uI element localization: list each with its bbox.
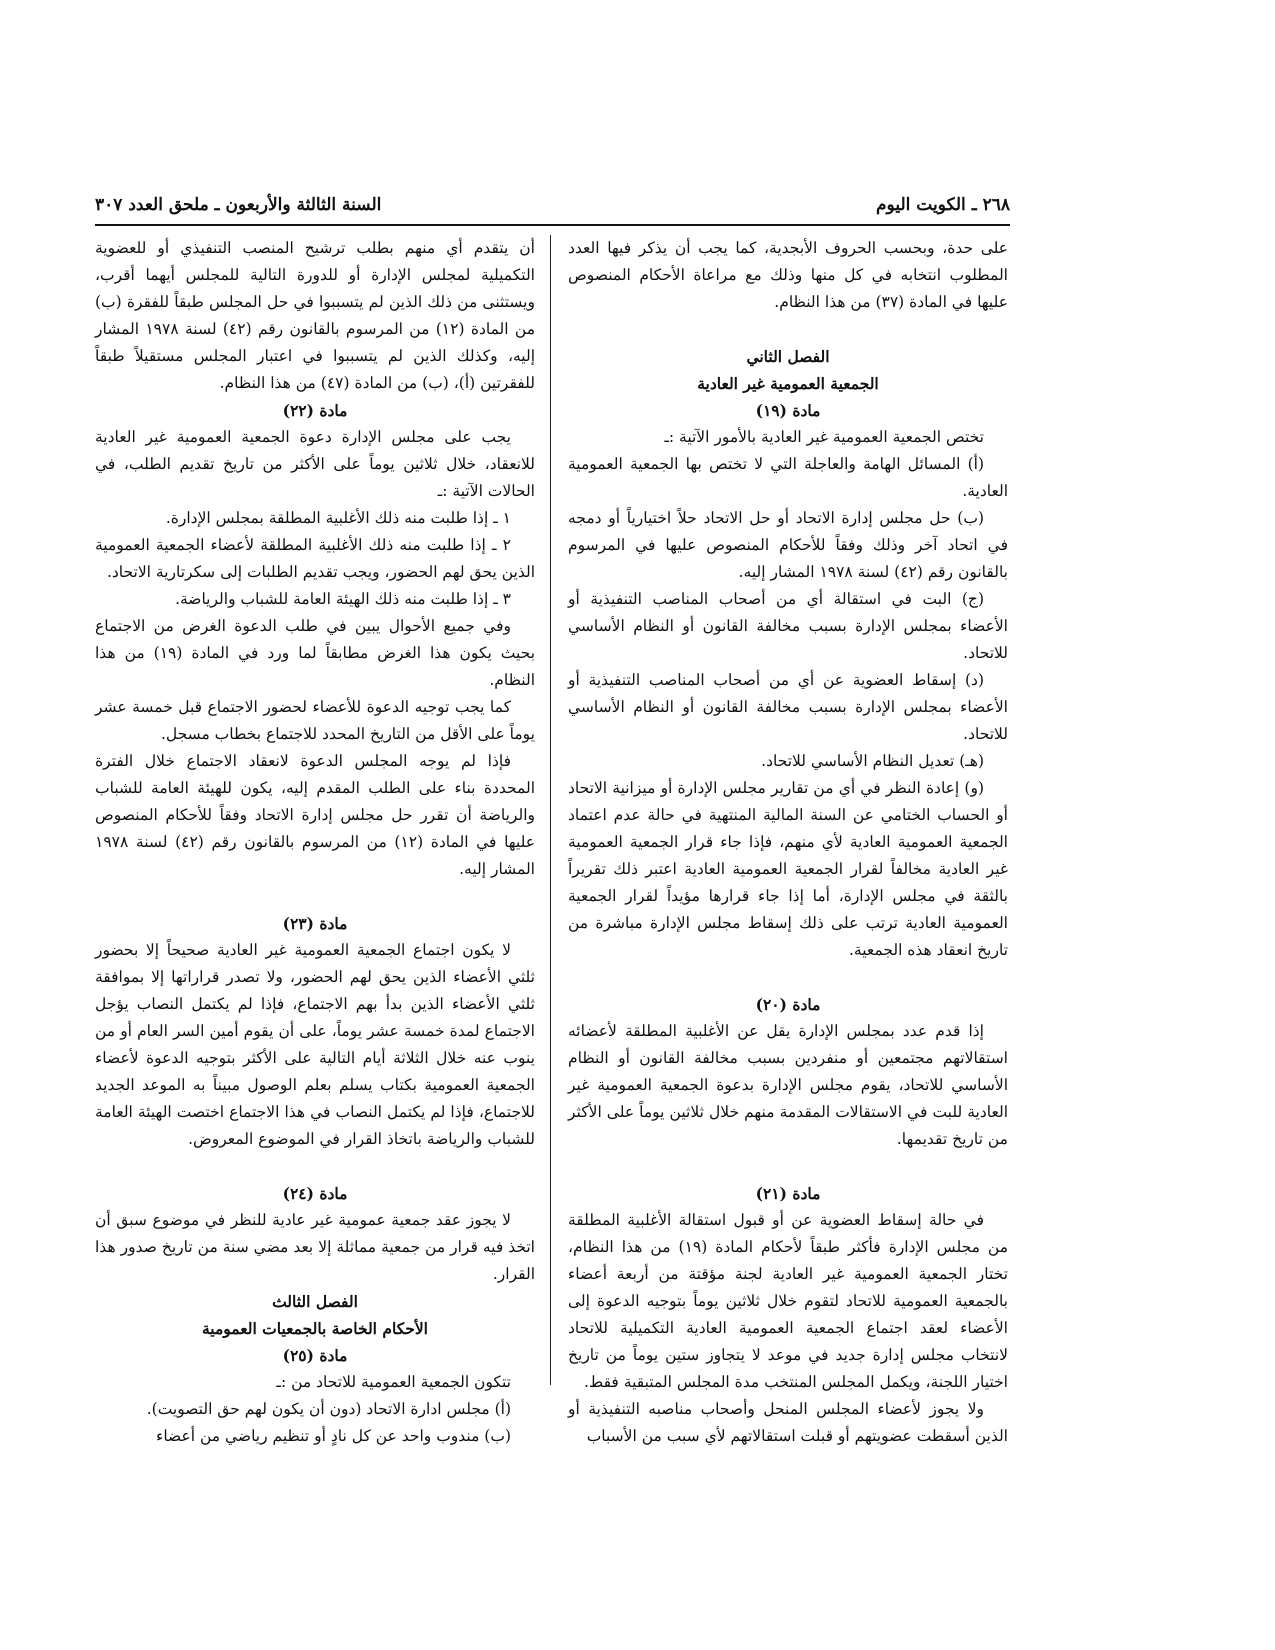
paragraph: (د) إسقاط العضوية عن أي من أصحاب المناصب التنفيذية أو الأعضاء بمجلس الإدارة بسبب مخالفة القانون أو النظام الأساسي للاتحاد. [568,671,1008,743]
section-heading: الأحكام الخاصة بالجمعيات العمومية [202,1319,428,1338]
paragraph: (هـ) تعديل النظام الأساسي للاتحاد. [761,752,984,770]
column-divider [550,235,551,1385]
paragraph: فإذا لم يوجه المجلس الدعوة لانعقاد الاجتماع خلال الفترة المحددة بناء على الطلب المقدم إليه، يكون للهيئة العامة للشباب والرياضة أن تقرر حل مجلس إدارة الاتحاد وفقاً للأحكام المنصوص عليها في المادة (١٢) من المرسوم بالقانون رقم (٤٢) لسنة ١٩٧٨ المشار إليه. [95,752,535,878]
section-heading: مادة (٢٠) [755,995,821,1014]
paragraph: لا يكون اجتماع الجمعية العمومية غير العادية صحيحاً إلا بحضور ثلثي الأعضاء الذين يحق لهم الحضور، ولا تصدر قراراتها إلا بموافقة ثلثي الأعضاء الذين بدأ بهم الاجتماع، فإذا لم يكتمل النصاب يؤجل الاجتماع لمدة خمسة عشر يوماً، على أن يقوم أمين السر العام أو من ينوب عنه خلال الثلاثة أيام التالية على الأكثر بتوجيه الدعوة لأعضاء الجمعية العمومية بكتاب يسلم بعلم الوصول مبيناً به الموعد الجديد للاجتماع، فإذا لم يكتمل النصاب في هذا الاجتماع اختصت الهيئة العامة للشباب والرياضة باتخاذ القرار في الموضوع المعروض. [95,941,535,1148]
paragraph: ٣ ـ إذا طلبت منه ذلك الهيئة العامة للشباب والرياضة. [175,590,511,608]
section-heading: الفصل الثالث [272,1292,358,1311]
paragraph: (ب) حل مجلس إدارة الاتحاد أو حل الاتحاد حلاً اختيارياً أو دمجه في اتحاد آخر وذلك وفقاً للأحكام المنصوص عليها في المرسوم بالقانون رقم (٤٢) لسنة ١٩٧٨ المشار إليه. [568,509,1008,581]
paragraph: ولا يجوز لأعضاء المجلس المنحل وأصحاب مناصبه التنفيذية أو الذين أسقطت عضويتهم أو قبلت استقالاتهم لأي سبب من الأسباب [568,1400,1008,1445]
section-heading: مادة (٢٥) [282,1346,348,1365]
paragraph: وفي جميع الأحوال يبين في طلب الدعوة الغرض من الاجتماع بحيث يكون هذا الغرض مطابقاً لما ورد في المادة (١٩) من هذا النظام. [95,617,536,689]
paragraph: (ج) البت في استقالة أي من أصحاب المناصب التنفيذية أو الأعضاء بمجلس الإدارة بسبب مخالفة القانون أو النظام الأساسي للاتحاد. [568,590,1008,662]
header-page-number-and-title: ٢٦٨ ـ الكويت اليوم [876,195,1010,215]
paragraph: يجب على مجلس الإدارة دعوة الجمعية العمومية غير العادية للانعقاد، خلال ثلاثين يوماً على الأكثر من تاريخ تقديم الطلب، في الحالات الآتية :ـ [95,428,535,500]
spacer [95,883,535,910]
spacer [568,316,1008,343]
spacer [568,964,1008,991]
section-heading: مادة (٢١) [755,1184,821,1203]
paragraph: (ب) مندوب واحد عن كل نادٍ أو تنظيم رياضي من أعضاء [156,1427,511,1445]
right-column [568,235,1008,1450]
section-heading: الفصل الثاني [746,347,830,366]
paragraph: تتكون الجمعية العمومية للاتحاد من :ـ [276,1373,511,1391]
header-issue-info: السنة الثالثة والأربعون ـ ملحق العدد ٣٠٧ [95,195,382,215]
spacer [95,1153,535,1180]
paragraph: كما يجب توجيه الدعوة للأعضاء لحضور الاجتماع قبل خمسة عشر يوماً على الأقل من التاريخ المحدد للاجتماع بخطاب مسجل. [95,698,535,743]
paragraph: ١ ـ إذا طلبت منه ذلك الأغلبية المطلقة بمجلس الإدارة. [165,509,511,527]
paragraph: أن يتقدم أي منهم بطلب ترشيح المنصب التنفيذي أو للعضوية التكميلية لمجلس الإدارة أو للدورة التالية للمجلس أيهما أقرب، ويستثنى من ذلك الذين لم يتسببوا في حل المجلس طبقاً للفقرة (ب) من المادة (١٢) من المرسوم بالقانون رقم (٤٢) لسنة ١٩٧٨ المشار إليه، وكذلك الذين لم يتسببوا في اعتبار المجلس مستقيلاً طبقاً للفقرتين (أ)، (ب) من المادة (٤٧) من هذا النظام. [95,239,535,392]
paragraph: (أ) المسائل الهامة والعاجلة التي لا تختص بها الجمعية العمومية العادية. [568,455,1008,500]
paragraph: على حدة، وبحسب الحروف الأبجدية، كما يجب أن يذكر فيها العدد المطلوب انتخابه في كل منها وذلك مع مراعاة الأحكام المنصوص عليها في المادة (٣٧) من هذا النظام. [568,239,1008,311]
paragraph: تختص الجمعية العمومية غير العادية بالأمور الآتية :ـ [664,428,984,446]
paragraph: (و) إعادة النظر في أي من تقارير مجلس الإدارة أو ميزانية الاتحاد أو الحساب الختامي عن السنة المالية المنتهية في حالة عدم اعتماد الجمعية العمومية العادية لأي منهم، فإذا جاء قرار الجمعية العمومية غير العادية مخالفاً لقرار الجمعية العمومية العادية اعتبر ذلك تقريراً بالثقة في مجلس الإدارة، أما إذا جاء قرارها مؤيداً لقرار الجمعية العمومية العادية ترتب على ذلك إسقاط مجلس الإدارة مباشرة من تاريخ انعقاد هذه الجمعية. [568,779,1008,959]
paragraph: إذا قدم عدد بمجلس الإدارة يقل عن الأغلبية المطلقة لأعضائه استقالاتهم مجتمعين أو منفردين بسبب مخالفة القانون أو النظام الأساسي للاتحاد، يقوم مجلس الإدارة بدعوة الجمعية العمومية غير العادية للبت في الاستقالات المقدمة منهم خلال ثلاثين يوماً على الأكثر من تاريخ تقديمها. [568,1022,1008,1148]
paragraph: لا يجوز عقد جمعية عمومية غير عادية للنظر في موضوع سبق أن اتخذ فيه قرار من جمعية مماثلة إلا بعد مضي سنة من تاريخ صدور هذا القرار. [95,1211,535,1283]
section-heading: الجمعية العمومية غير العادية [697,374,879,393]
section-heading: مادة (٢٣) [282,914,348,933]
page-header [95,195,1010,221]
paragraph: (أ) مجلس ادارة الاتحاد (دون أن يكون لهم حق التصويت). [146,1400,511,1418]
section-heading: مادة (١٩) [755,401,821,420]
section-heading: مادة (٢٢) [282,401,348,420]
paragraph: في حالة إسقاط العضوية عن أو قبول استقالة الأغلبية المطلقة من مجلس الإدارة فأكثر طبقاً لأحكام المادة (١٩) من هذا النظام، تختار الجمعية العمومية غير العادية لجنة مؤقتة من أربعة أعضاء بالجمعية العمومية للاتحاد لتقوم خلال ثلاثين يوماً بتوجيه الدعوة إلى الأعضاء لعقد اجتماع الجمعية العمومية العادية التكميلية للاتحاد لانتخاب مجلس إدارة جديد في موعد لا يتجاوز ستين يوماً من تاريخ اختيار اللجنة، ويكمل المجلس المنتخب مدة المجلس المتبقية فقط. [568,1211,1008,1391]
section-heading: مادة (٢٤) [282,1184,348,1203]
paragraph: ٢ ـ إذا طلبت منه ذلك الأغلبية المطلقة لأعضاء الجمعية العمومية الذين يحق لهم الحضور، ويجب تقديم الطلبات إلى سكرتارية الاتحاد. [95,536,535,581]
header-rule [95,224,1010,226]
spacer [568,1153,1008,1180]
left-column [95,235,535,1450]
